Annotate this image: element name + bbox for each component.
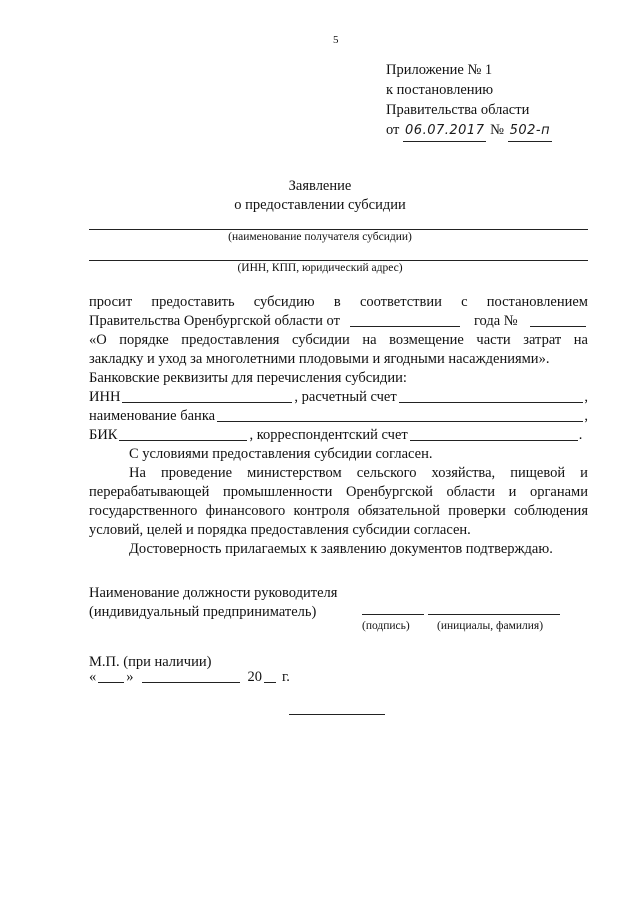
comma: , — [584, 408, 588, 424]
recipient-caption: (наименование получателя субсидии) — [228, 231, 412, 243]
word: сельского — [356, 465, 417, 481]
bank-name-label: наименование банка — [89, 408, 216, 424]
period: . — [578, 427, 583, 443]
word: субсидию — [253, 294, 315, 310]
comma: , — [584, 389, 588, 405]
account-label: , расчетный счет — [294, 389, 397, 405]
recipient-name-line — [89, 229, 588, 230]
agreement-line3: Достоверность прилагаемых к заявлению документов подтверждаю. — [129, 541, 553, 557]
document-title: Заявление — [288, 178, 352, 194]
resolution-date-blank[interactable] — [350, 326, 460, 327]
year-blank[interactable] — [264, 682, 276, 683]
agreement-para2-line4: условий, целей и порядка предоставления субсидии согласен. — [89, 522, 471, 538]
year-suffix: г. — [282, 669, 290, 685]
page-number: 5 — [333, 34, 339, 46]
signature-caption: (подпись) — [362, 620, 410, 632]
date-row — [89, 668, 349, 687]
account-blank[interactable] — [399, 402, 584, 403]
bank-name-row — [89, 407, 588, 426]
document-subtitle: о предоставлении субсидии — [234, 197, 406, 213]
request-line1 — [89, 293, 588, 312]
request-line3: «О порядке предоставления субсидии на возмещение части затрат на — [89, 332, 588, 348]
appendix-block — [386, 60, 552, 142]
agreement-para2-line1 — [129, 464, 588, 483]
quote-close: » — [126, 669, 134, 685]
handwritten-number: 502-п — [508, 121, 553, 142]
bik-row — [89, 426, 588, 445]
position-line1: Наименование должности руководителя — [89, 585, 338, 601]
number-prefix: № — [490, 122, 504, 138]
requisites-caption: (ИНН, КПП, юридический адрес) — [237, 262, 403, 274]
name-blank[interactable] — [428, 614, 560, 615]
request-line2 — [89, 312, 588, 331]
bank-name-blank[interactable] — [217, 421, 583, 422]
agreement-para2-line2: перерабатывающей промышленности Оренбургской области и органами — [89, 484, 588, 500]
requisites-line — [89, 260, 588, 261]
word: пищевой — [510, 465, 566, 481]
resolution-number-blank[interactable] — [530, 326, 586, 327]
word: и — [580, 465, 588, 481]
year-number-text: года № — [473, 313, 518, 329]
year-prefix: 20 — [247, 669, 262, 685]
bik-blank[interactable] — [119, 440, 247, 441]
signature-blank[interactable] — [362, 614, 424, 615]
handwritten-date: 06.07.2017 — [403, 121, 486, 142]
appendix-line1: Приложение № 1 — [386, 62, 493, 78]
stamp-label: М.П. (при наличии) — [89, 654, 212, 670]
month-blank[interactable] — [142, 682, 240, 683]
name-caption: (инициалы, фамилия) — [437, 620, 544, 632]
inn-label: ИНН — [89, 389, 121, 405]
appendix-line3: Правительства области — [386, 102, 530, 118]
appendix-line2: к постановлению — [386, 82, 494, 98]
word: предоставить — [151, 294, 235, 310]
word: постановлением — [486, 294, 588, 310]
quote-open: « — [89, 669, 97, 685]
position-line2: (индивидуальный предприниматель) — [89, 604, 317, 620]
word: На — [129, 465, 146, 481]
corr-account-label: , корреспондентский счет — [249, 427, 408, 443]
resolution-text: Правительства Оренбургской области от — [89, 313, 340, 329]
word: соответствии — [359, 294, 442, 310]
word: министерством — [247, 465, 342, 481]
day-blank[interactable] — [98, 682, 124, 683]
word: просит — [89, 294, 133, 310]
inn-blank[interactable] — [122, 402, 292, 403]
word: хозяйства, — [431, 465, 496, 481]
agreement-line1: С условиями предоставления субсидии согласен. — [129, 446, 433, 462]
end-divider — [289, 714, 385, 715]
request-line5: Банковские реквизиты для перечисления субсидии: — [89, 370, 407, 386]
inn-row — [89, 388, 588, 407]
word: с — [461, 294, 468, 310]
appendix-line4 — [386, 120, 552, 142]
date-prefix: от — [386, 122, 400, 138]
corr-account-blank[interactable] — [410, 440, 578, 441]
agreement-para2-line3: государственного финансового контроля обязательной проверки соблюдения — [89, 503, 588, 519]
word: в — [333, 294, 341, 310]
word: проведение — [160, 465, 233, 481]
request-line4: закладку и уход за многолетними плодовыми и ягодными насаждениями». — [89, 351, 550, 367]
bik-label: БИК — [89, 427, 118, 443]
